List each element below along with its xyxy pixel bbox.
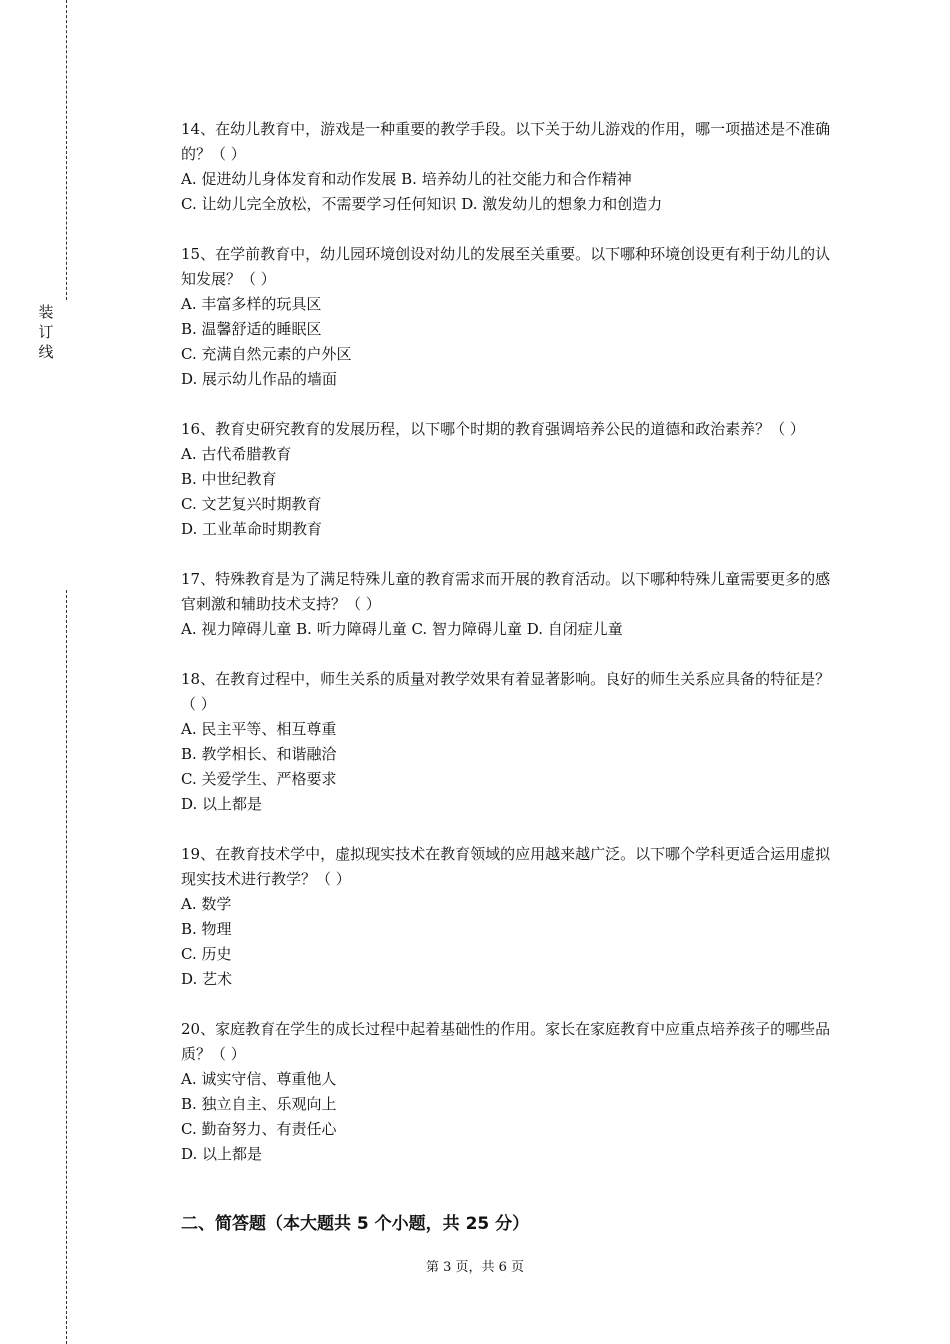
option-line: A. 诚实守信、尊重他人 <box>181 1070 337 1088</box>
binding-label <box>36 302 56 362</box>
binding-dashed-line-top <box>66 0 67 300</box>
question-stem: 18、在教育过程中，师生关系的质量对教学效果有着显著影响。良好的师生关系应具备的特征是？（ ） <box>181 670 831 713</box>
option-line: B. 物理 <box>181 920 232 938</box>
option-line: C. 让幼儿完全放松，不需要学习任何知识 D. 激发幼儿的想象力和创造力 <box>181 195 663 213</box>
question-stem: 16、教育史研究教育的发展历程，以下哪个时期的教育强调培养公民的道德和政治素养？（ ） <box>181 420 805 438</box>
binding-char: 订 <box>38 323 54 341</box>
binding-dashed-line-bottom <box>66 590 67 1344</box>
binding-char: 线 <box>38 343 54 361</box>
option-line: D. 展示幼儿作品的墙面 <box>181 370 338 388</box>
option-line: C. 历史 <box>181 945 232 963</box>
option-line: A. 民主平等、相互尊重 <box>181 720 337 738</box>
question-stem: 14、在幼儿教育中，游戏是一种重要的教学手段。以下关于幼儿游戏的作用，哪一项描述是不准确的？（ ） <box>181 120 831 163</box>
option-line: B. 独立自主、乐观向上 <box>181 1095 337 1113</box>
question-20 <box>181 1017 841 1167</box>
question-stem: 20、家庭教育在学生的成长过程中起着基础性的作用。家长在家庭教育中应重点培养孩子的哪些品质？（ ） <box>181 1020 831 1063</box>
option-line: D. 以上都是 <box>181 795 263 813</box>
option-line: A. 视力障碍儿童 B. 听力障碍儿童 C. 智力障碍儿童 D. 自闭症儿童 <box>181 620 623 638</box>
question-18 <box>181 667 841 817</box>
option-line: D. 工业革命时期教育 <box>181 520 323 538</box>
option-line: C. 文艺复兴时期教育 <box>181 495 322 513</box>
question-17 <box>181 567 841 642</box>
question-stem: 17、特殊教育是为了满足特殊儿童的教育需求而开展的教育活动。以下哪种特殊儿童需要更多的感官刺激和辅助技术支持？（ ） <box>181 570 831 613</box>
section-title: 二、简答题（本大题共 5 个小题，共 25 分） <box>181 1214 530 1234</box>
option-line: C. 关爱学生、严格要求 <box>181 770 337 788</box>
option-line: B. 教学相长、和谐融洽 <box>181 745 337 763</box>
option-line: A. 古代希腊教育 <box>181 445 292 463</box>
question-list <box>181 117 841 1192</box>
page-number: 第 3 页，共 6 页 <box>425 1260 525 1275</box>
question-stem: 15、在学前教育中，幼儿园环境创设对幼儿的发展至关重要。以下哪种环境创设更有利于幼儿的认知发展？（ ） <box>181 245 831 288</box>
option-line: B. 中世纪教育 <box>181 470 277 488</box>
option-line: D. 以上都是 <box>181 1145 263 1163</box>
question-16 <box>181 417 841 542</box>
option-line: A. 丰富多样的玩具区 <box>181 295 322 313</box>
option-line: A. 数学 <box>181 895 232 913</box>
option-line: C. 勤奋努力、有责任心 <box>181 1120 337 1138</box>
option-line: C. 充满自然元素的户外区 <box>181 345 352 363</box>
question-15 <box>181 242 841 392</box>
question-19 <box>181 842 841 992</box>
option-line: D. 艺术 <box>181 970 233 988</box>
binding-char: 装 <box>38 303 54 321</box>
option-line: B. 温馨舒适的睡眠区 <box>181 320 322 338</box>
option-line: A. 促进幼儿身体发育和动作发展 B. 培养幼儿的社交能力和合作精神 <box>181 170 632 188</box>
question-stem: 19、在教育技术学中，虚拟现实技术在教育领域的应用越来越广泛。以下哪个学科更适合运用虚拟现实技术进行教学？（ ） <box>181 845 831 888</box>
question-14 <box>181 117 841 217</box>
